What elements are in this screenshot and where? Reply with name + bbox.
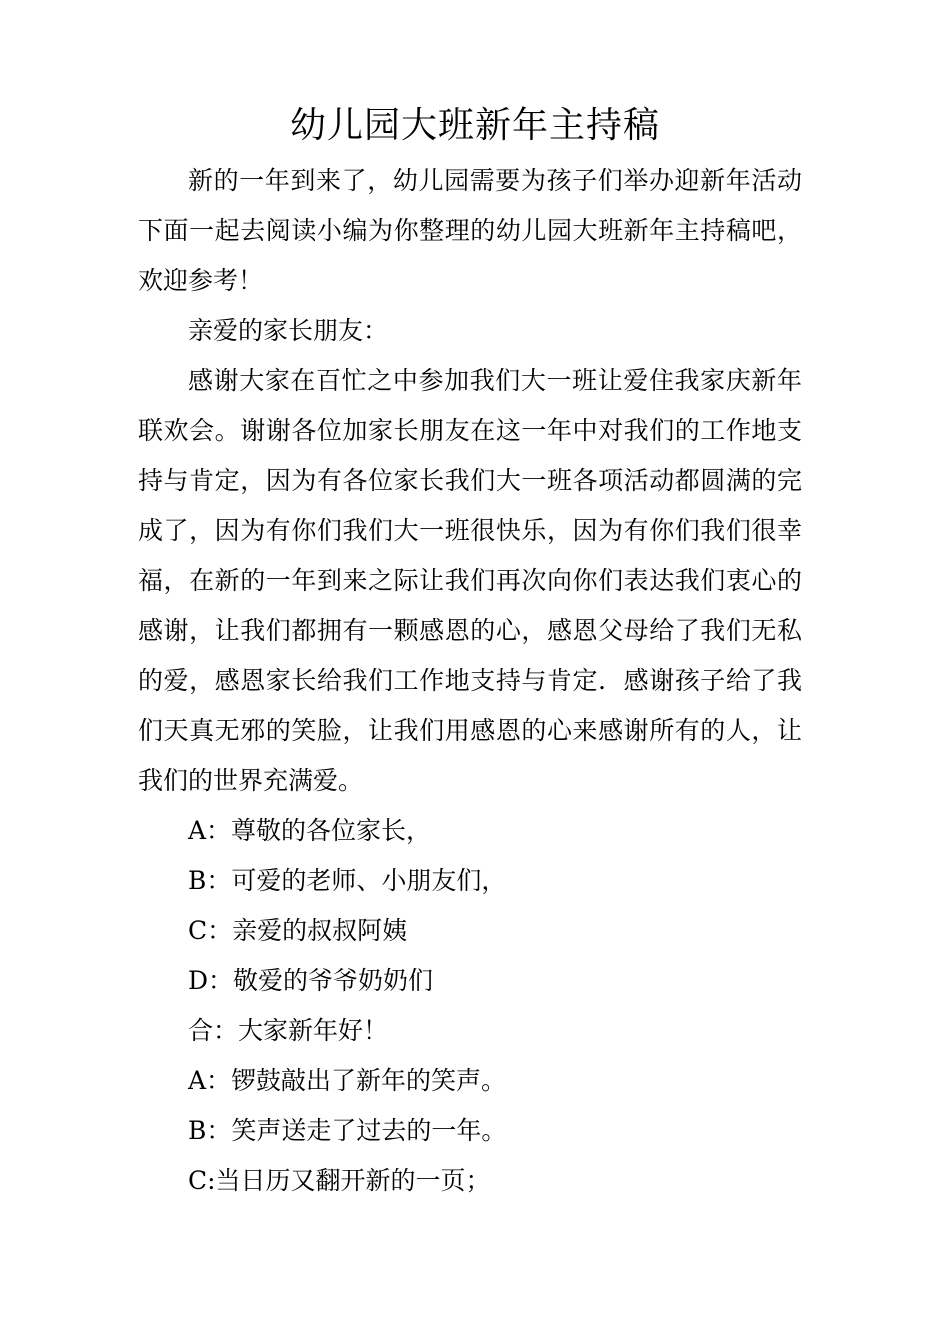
dialogue-line: C:当日历又翻开新的一页； [188,1166,491,1195]
document-title: 幼儿园大班新年主持稿 [289,105,660,146]
dialogue-line: A：尊敬的各位家长， [188,816,432,845]
intro-paragraph: 新的一年到来了，幼儿园需要为孩子们举办迎新年活动下面一起去阅读小编为你整理的幼儿园大班新年主持稿吧，欢迎参考！ [138,166,802,295]
dialogue-line: A：锣鼓敲出了新年的笑声。 [188,1066,507,1095]
dialogue-line: B：可爱的老师、小朋友们， [188,866,507,895]
dialogue-line: C：亲爱的叔叔阿姨 [188,916,408,945]
greeting-paragraph: 亲爱的家长朋友： [188,316,389,345]
dialogue-line: D：敬爱的爷爷奶奶们 [188,966,434,995]
dialogue-line: B：笑声送走了过去的一年。 [188,1116,507,1145]
thanks-paragraph: 感谢大家在百忙之中参加我们大一班让爱住我家庆新年联欢会。谢谢各位加家长朋友在这一年中对我们的工作地支持与肯定，因为有各位家长我们大一班各项活动都圆满的完成了，因为有你们我们大一班很快乐，因为有你们我们很幸福，在新的一年到来之际让我们再次向你们表达我们衷心的感谢，让我们都拥有一颗感恩的心，感恩父母给了我们无私的爱，感恩家长给我们工作地支持与肯定．感谢孩子给了我们天真无邪的笑脸，让我们用感恩的心来感谢所有的人，让我们的世界充满爱。 [138,366,802,795]
dialogue-line: 合：大家新年好！ [188,1016,389,1045]
